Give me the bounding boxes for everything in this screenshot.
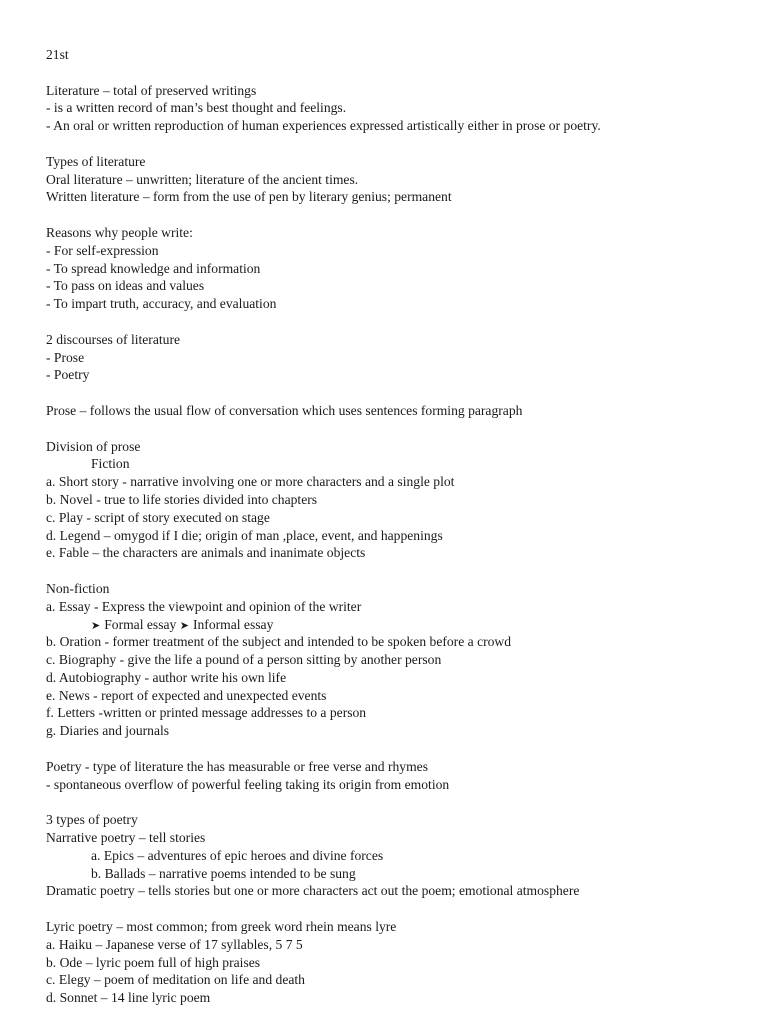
- reasons-item: - To spread knowledge and information: [46, 260, 261, 276]
- discourses-item: - Poetry: [46, 367, 90, 383]
- essay-type: Informal essay: [192, 616, 274, 632]
- fiction-item: e. Fable – the characters are animals and inanimate objects: [46, 545, 366, 561]
- fiction-item: c. Play - script of story executed on stage: [46, 509, 270, 525]
- nonfiction-item: g. Diaries and journals: [46, 723, 170, 739]
- nonfiction-item: d. Autobiography - author write his own life: [46, 669, 287, 685]
- reasons-item: - For self-expression: [46, 242, 159, 258]
- nonfiction-item: a. Essay - Express the viewpoint and opinion of the writer: [46, 598, 362, 614]
- fiction-item: b. Novel - true to life stories divided into chapters: [46, 491, 318, 507]
- fiction-label: Fiction: [91, 456, 130, 472]
- reasons-item: - To pass on ideas and values: [46, 278, 205, 294]
- nonfiction-item: c. Biography - give the life a pound of a person sitting by another person: [46, 652, 442, 668]
- types-line: Oral literature – unwritten; literature of the ancient times.: [46, 171, 359, 187]
- nonfiction-item: e. News - report of expected and unexpected events: [46, 687, 327, 703]
- lyric-poetry-title: Lyric poetry – most common; from greek word rhein means lyre: [46, 919, 397, 935]
- document-page: [46, 46, 746, 1007]
- page-header: 21st: [46, 47, 69, 62]
- fiction-item: d. Legend – omygod if I die; origin of man ,place, event, and happenings: [46, 527, 443, 543]
- arrow-bullet-icon: ➤: [91, 618, 101, 632]
- prose-definition: Prose – follows the usual flow of conversation which uses sentences forming paragraph: [46, 402, 523, 418]
- dramatic-poetry: Dramatic poetry – tells stories but one or more characters act out the poem; emotional atmosphere: [46, 883, 580, 899]
- lyric-item: b. Ode – lyric poem full of high praises: [46, 954, 261, 970]
- division-title: Division of prose: [46, 438, 141, 454]
- discourses-item: - Prose: [46, 349, 85, 365]
- reasons-title: Reasons why people write:: [46, 224, 193, 240]
- literature-definition-line: - is a written record of man’s best thought and feelings.: [46, 100, 347, 116]
- narrative-item: a. Epics – adventures of epic heroes and divine forces: [91, 847, 384, 863]
- narrative-item: b. Ballads – narrative poems intended to be sung: [91, 865, 356, 881]
- types-line: Written literature – form from the use of pen by literary genius; permanent: [46, 189, 452, 205]
- poetry-definition: Poetry - type of literature the has measurable or free verse and rhymes: [46, 758, 428, 774]
- literature-definition-line: - An oral or written reproduction of human experiences expressed artistically either in prose or poetry.: [46, 118, 601, 134]
- lyric-item: d. Sonnet – 14 line lyric poem: [46, 990, 211, 1006]
- arrow-bullet-icon: ➤: [179, 618, 189, 632]
- poetry-definition: - spontaneous overflow of powerful feeling taking its origin from emotion: [46, 776, 450, 792]
- nonfiction-title: Non-fiction: [46, 580, 110, 596]
- fiction-item: a. Short story - narrative involving one or more characters and a single plot: [46, 474, 455, 490]
- nonfiction-item: b. Oration - former treatment of the subject and intended to be spoken before a crowd: [46, 634, 512, 650]
- lyric-item: a. Haiku – Japanese verse of 17 syllables, 5 7 5: [46, 936, 303, 952]
- literature-definition-title: Literature – total of preserved writings: [46, 82, 257, 98]
- lyric-item: c. Elegy – poem of meditation on life and death: [46, 972, 305, 988]
- reasons-item: - To impart truth, accuracy, and evaluation: [46, 296, 277, 312]
- discourses-title: 2 discourses of literature: [46, 331, 181, 347]
- poetry-types-title: 3 types of poetry: [46, 812, 138, 828]
- essay-type: Formal essay: [104, 616, 177, 632]
- essay-types: [46, 616, 746, 634]
- narrative-poetry: Narrative poetry – tell stories: [46, 830, 206, 846]
- nonfiction-item: f. Letters -written or printed message addresses to a person: [46, 705, 367, 721]
- types-title: Types of literature: [46, 153, 146, 169]
